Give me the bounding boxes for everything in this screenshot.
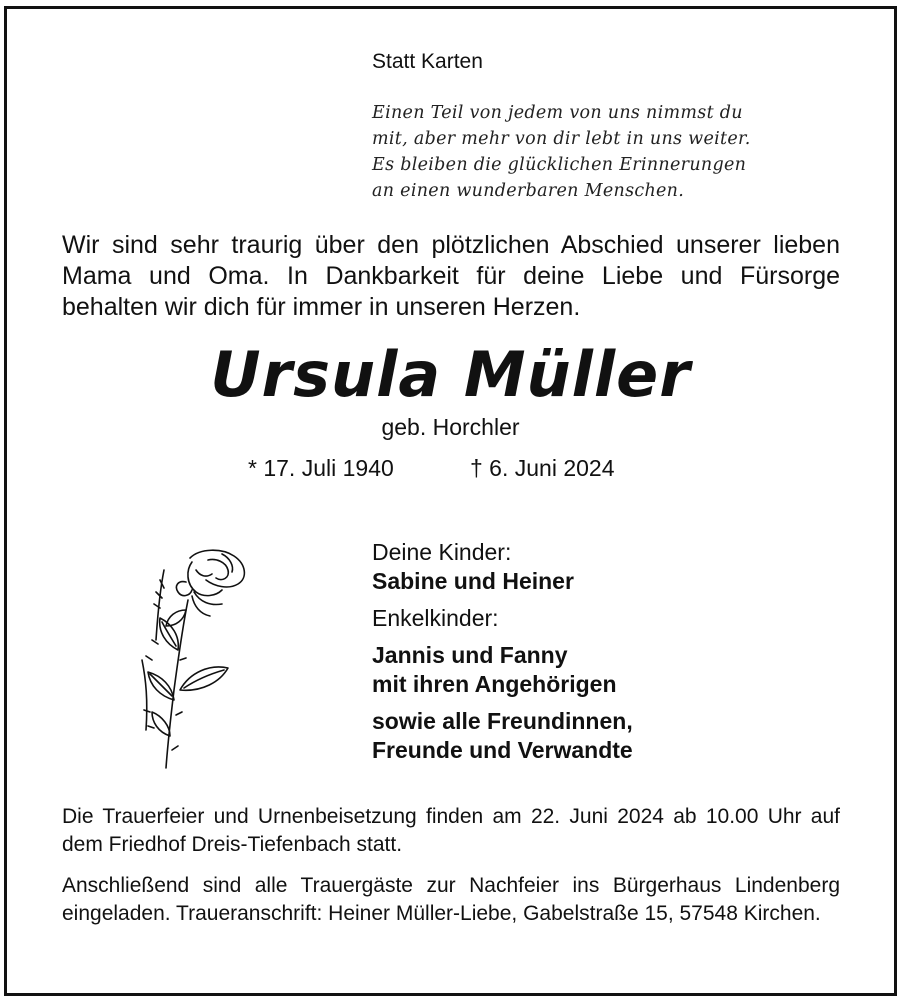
friends-line-2: Freunde und Verwandte [372,737,633,763]
quote-line: Einen Teil von jedem von uns nimmst du [372,103,743,123]
grandchildren-names: Jannis und Fanny [372,642,568,668]
reception-paragraph: Anschließend sind alle Trauergäste zur Nachfeier ins Bürgerhaus Lindenberg eingeladen. Traueranschrift: Heiner Müller-Liebe, Gabelstraße 15, 57548 Kirchen. [62,874,840,925]
rose-icon [130,540,260,775]
birth-date: * 17. Juli 1940 [248,455,394,481]
children-label: Deine Kinder: [372,539,512,565]
grandchildren-relatives: mit ihren Angehörigen [372,671,617,697]
statt-karten: Statt Karten [372,50,483,73]
memorial-quote [372,100,842,204]
death-date: † 6. Juni 2024 [470,455,615,481]
quote-line: Es bleiben die glücklichen Erinnerungen [372,155,747,175]
maiden-name: geb. Horchler [381,414,520,440]
friends-line: sowie alle Freundinnen, [372,708,633,734]
children-names: Sabine und Heiner [372,568,574,594]
ceremony-paragraph: Die Trauerfeier und Urnenbeisetzung finden am 22. Juni 2024 ab 10.00 Uhr auf dem Friedhof Dreis-Tiefenbach statt. [62,805,840,856]
intro-paragraph: Wir sind sehr traurig über den plötzlichen Abschied unserer lieben Mama und Oma. In Dankbarkeit für deine Liebe und Fürsorge behalten wir dich für immer in unseren Herzen. [62,231,840,321]
deceased-name: Ursula Müller [210,338,691,411]
family-signatures [372,538,633,765]
quote-line: mit, aber mehr von dir lebt in uns weiter. [372,129,751,149]
grandchildren-label: Enkelkinder: [372,605,499,631]
quote-line: an einen wunderbaren Menschen. [372,181,685,201]
